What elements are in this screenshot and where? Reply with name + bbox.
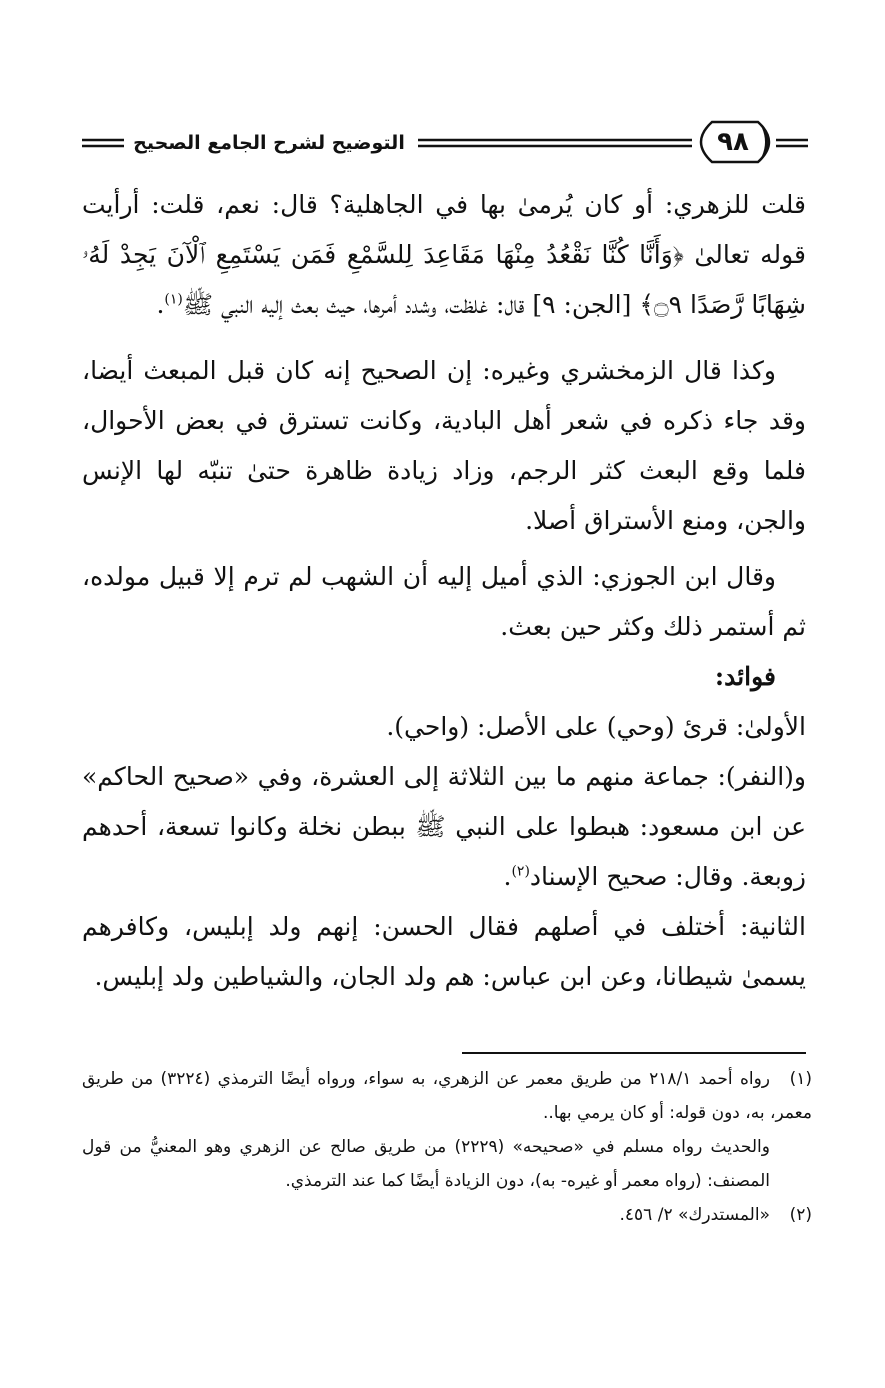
benefits-heading: فوائد: (714, 662, 776, 691)
footnote-1 (82, 1062, 812, 1130)
footnote-separator (462, 1052, 806, 1054)
paragraph-5-text: و(النفر): جماعة منهم ما بين الثلاثة إلى العشرة، وفي «صحيح الحاكم» عن ابن مسعود: هبطوا على النبي ﷺ ببطن نخلة وكانوا تسعة، أحدهم زوبعة. وقال: صحيح الإسناد (82, 762, 806, 891)
paragraph-1-text: قلت للزهري: أو كان يُرمىٰ بها في الجاهلية؟ قال: نعم، قلت: أرأيت قوله تعالىٰ ﴿وَأَنَّا كُنَّا نَقْعُدُ مِنْهَا مَقَاعِدَ لِلسَّمْعِ فَمَن يَسْتَمِعِ ٱلْآنَ يَجِدْ لَهُۥ شِهَابًا رَّصَدًا ۝٩﴾ [الجن: ٩] قال: غلظت، وشدد أمرها، حيث بعث إليه النبي ﷺ (82, 190, 806, 319)
paragraph-5: و(النفر): جماعة منهم ما بين الثلاثة إلى العشرة، وفي «صحيح الحاكم» عن ابن مسعود: هبطوا على النبي ﷺ ببطن نخلة وكانوا تسعة، أحدهم زوبعة. وقال: صحيح الإسناد$^{(٢)}$. (82, 762, 806, 891)
footnote-2-marker: (٢) (789, 1205, 812, 1225)
paragraph-2: وكذا قال الزمخشري وغيره: إن الصحيح إنه كان قبل المبعث أيضا، وقد جاء ذكره في شعر أهل البادية، وكانت تسترق في بعض الأحوال، فلما وقع البعث كثر الرجم، وزاد زيادة ظاهرة حتىٰ تنبّه لها الإنس والجن، ومنع الأستراق أصلا. (82, 356, 806, 535)
main-text (82, 180, 806, 1002)
paragraph-1: قلت للزهري: أو كان يُرمىٰ بها في الجاهلية؟ قال: نعم، قلت: أرأيت قوله تعالىٰ ﴿وَأَنَّا كُنَّا نَقْعُدُ مِنْهَا مَقَاعِدَ لِلسَّمْعِ فَمَن يَسْتَمِعِ ٱلْآنَ يَجِدْ لَهُۥ شِهَابًا رَّصَدًا ۝٩﴾ [الجن: ٩] قال: غلظت، وشدد أمرها، حيث بعث إليه النبي ﷺ$^{(١)}$. (82, 190, 806, 319)
paragraph-6: الثانية: أختلف في أصلهم فقال الحسن: إنهم ولد إبليس، وكافرهم يسمىٰ شيطانا، وعن ابن عباس: هم ولد الجان، والشياطين ولد إبليس. (82, 912, 806, 991)
footnote-1-text: رواه أحمد ٢١٨/١ من طريق معمر عن الزهري، به سواء، ورواه أيضًا الترمذي (٣٢٢٤) من طريق معمر، به، دون قوله: أو كان يرمي بها.. (82, 1069, 812, 1123)
running-title: التوضيح لشرح الجامع الصحيح (133, 132, 405, 154)
footnote-ref-1: (١) (164, 291, 183, 308)
footnote-2-text: «المستدرك» ٢/ ٤٥٦. (619, 1205, 770, 1225)
footnotes (82, 1062, 812, 1232)
footnote-1-marker: (١) (789, 1069, 813, 1089)
paragraph-4: الأولىٰ: قرئ (وحي) على الأصل: (واحي). (386, 712, 806, 741)
page-number: ٩٨ (717, 127, 749, 157)
page-header (0, 0, 885, 180)
footnote-2 (82, 1198, 812, 1232)
footnote-1-continuation: والحديث رواه مسلم في «صحيحه» (٢٢٢٩) من طريق صالح عن الزهري وهو المعنيُّ من قول المصنف: (رواه معمر أو غيره- به)، دون الزيادة أيضًا كما عند الترمذي. (82, 1137, 770, 1191)
paragraph-3: وقال ابن الجوزي: الذي أميل إليه أن الشهب لم ترم إلا قبيل مولده، ثم أستمر ذلك وكثر حين بعث. (82, 562, 806, 641)
footnote-ref-2: (٢) (511, 863, 530, 880)
